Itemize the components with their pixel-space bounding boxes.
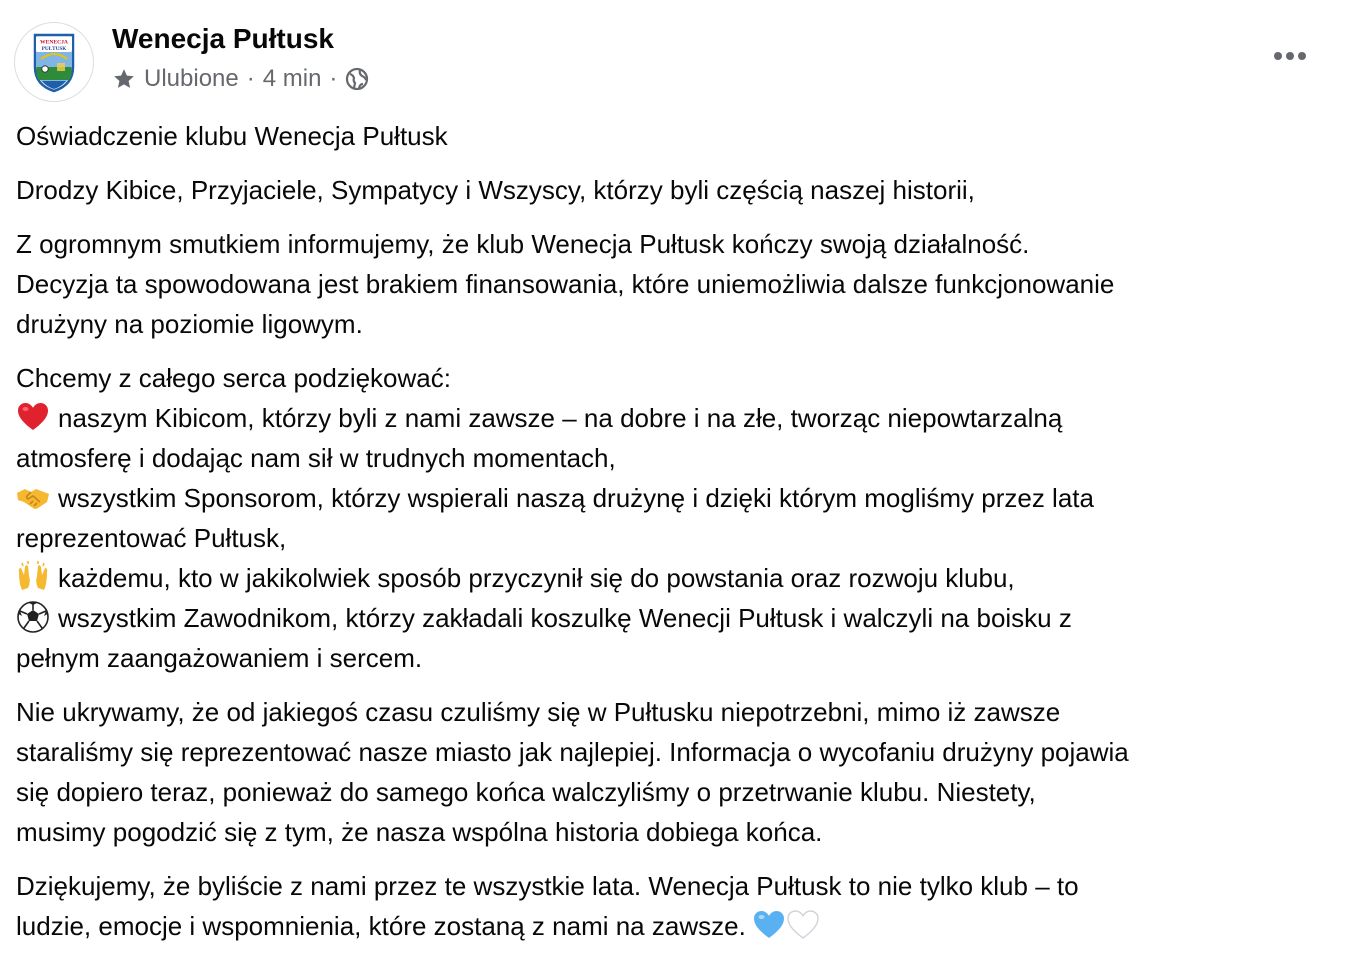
thanks-text-continued: atmosferę i dodając nam sił w trudnych momentach,: [16, 443, 616, 473]
announcement-paragraph: [16, 224, 1336, 344]
post-body: [16, 116, 1336, 954]
post-time[interactable]: 4 min: [262, 65, 322, 92]
greeting-text: Drodzy Kibice, Przyjaciele, Sympatycy i Wszyscy, którzy byli częścią naszej historii,: [16, 175, 975, 205]
club-crest-icon: [15, 23, 93, 101]
meta-separator: ·: [246, 65, 255, 92]
post-title-paragraph: [16, 116, 1336, 156]
audience-label[interactable]: Ulubione: [144, 65, 239, 92]
thanks-item-everyone: [16, 558, 1336, 598]
thanks-text: wszystkim Zawodnikom, którzy zakładali koszulkę Wenecji Pułtusk i walczyli na boisku z: [58, 603, 1072, 633]
post-title: Oświadczenie klubu Wenecja Pułtusk: [16, 121, 448, 151]
announcement-line: drużyny na poziomie ligowym.: [16, 309, 363, 339]
reflection-line: Nie ukrywamy, że od jakiegoś czasu czuliśmy się w Pułtusku niepotrzebni, mimo iż zawsze: [16, 697, 1061, 727]
star-icon: [112, 67, 136, 91]
closing-line-final: [16, 906, 1336, 946]
more-options-icon: [1273, 51, 1307, 61]
thanks-text: wszystkim Sponsorom, którzy wspierali naszą drużynę i dzięki którym mogliśmy przez lata: [58, 483, 1094, 513]
greeting-paragraph: [16, 170, 1336, 210]
red-heart-emoji: [16, 400, 50, 434]
reflection-paragraph: [16, 692, 1336, 852]
closing-paragraph: [16, 866, 1336, 946]
post-header: [0, 0, 1350, 110]
crest-text-top: WENECJA: [40, 39, 68, 46]
closing-text: ludzie, emocje i wspomnienia, które zostaną z nami na zawsze.: [16, 911, 746, 941]
thanks-item-sponsors: [16, 478, 1336, 518]
white-heart-emoji: [786, 908, 820, 942]
closing-line: Dziękujemy, że byliście z nami przez te wszystkie lata. Wenecja Pułtusk to nie tylko klub – to: [16, 871, 1079, 901]
globe-icon: [345, 67, 369, 91]
thanks-text: naszym Kibicom, którzy byli z nami zawsze – na dobre i na złe, tworząc niepowtarzalną: [58, 403, 1063, 433]
thanks-text-continued: reprezentować Pułtusk,: [16, 523, 287, 553]
thanks-intro: Chcemy z całego serca podziękować:: [16, 363, 451, 393]
meta-separator-2: ·: [329, 65, 338, 92]
thanks-text: każdemu, kto w jakikolwiek sposób przyczynił się do powstania oraz rozwoju klubu,: [58, 563, 1015, 593]
thanks-text-continued: pełnym zaangażowaniem i sercem.: [16, 643, 423, 673]
raised-hands-emoji: [16, 560, 50, 594]
thanks-item-fans: [16, 398, 1336, 438]
page-avatar[interactable]: [14, 22, 94, 102]
post-meta: [112, 62, 369, 96]
reflection-line: musimy pogodzić się z tym, że nasza wspólna historia dobiega końca.: [16, 817, 823, 847]
thanks-item-players: [16, 598, 1336, 638]
more-options-button[interactable]: [1266, 36, 1314, 76]
blue-heart-emoji: [752, 908, 786, 942]
thanks-paragraph: [16, 358, 1336, 678]
announcement-line: Z ogromnym smutkiem informujemy, że klub Wenecja Pułtusk kończy swoją działalność.: [16, 229, 1030, 259]
crest-text-bottom: PUŁTUSK: [41, 46, 67, 52]
reflection-line: staraliśmy się reprezentować nasze miasto jak najlepiej. Informacja o wycofaniu drużyny pojawia: [16, 737, 1129, 767]
reflection-line: się dopiero teraz, ponieważ do samego końca walczyliśmy o przetrwanie klubu. Niestety,: [16, 777, 1036, 807]
page-name[interactable]: Wenecja Pułtusk: [112, 23, 335, 54]
announcement-line: Decyzja ta spowodowana jest brakiem finansowania, które uniemożliwia dalsze funkcjonowanie: [16, 269, 1115, 299]
handshake-emoji: [16, 480, 50, 514]
soccer-ball-emoji: [16, 600, 50, 634]
